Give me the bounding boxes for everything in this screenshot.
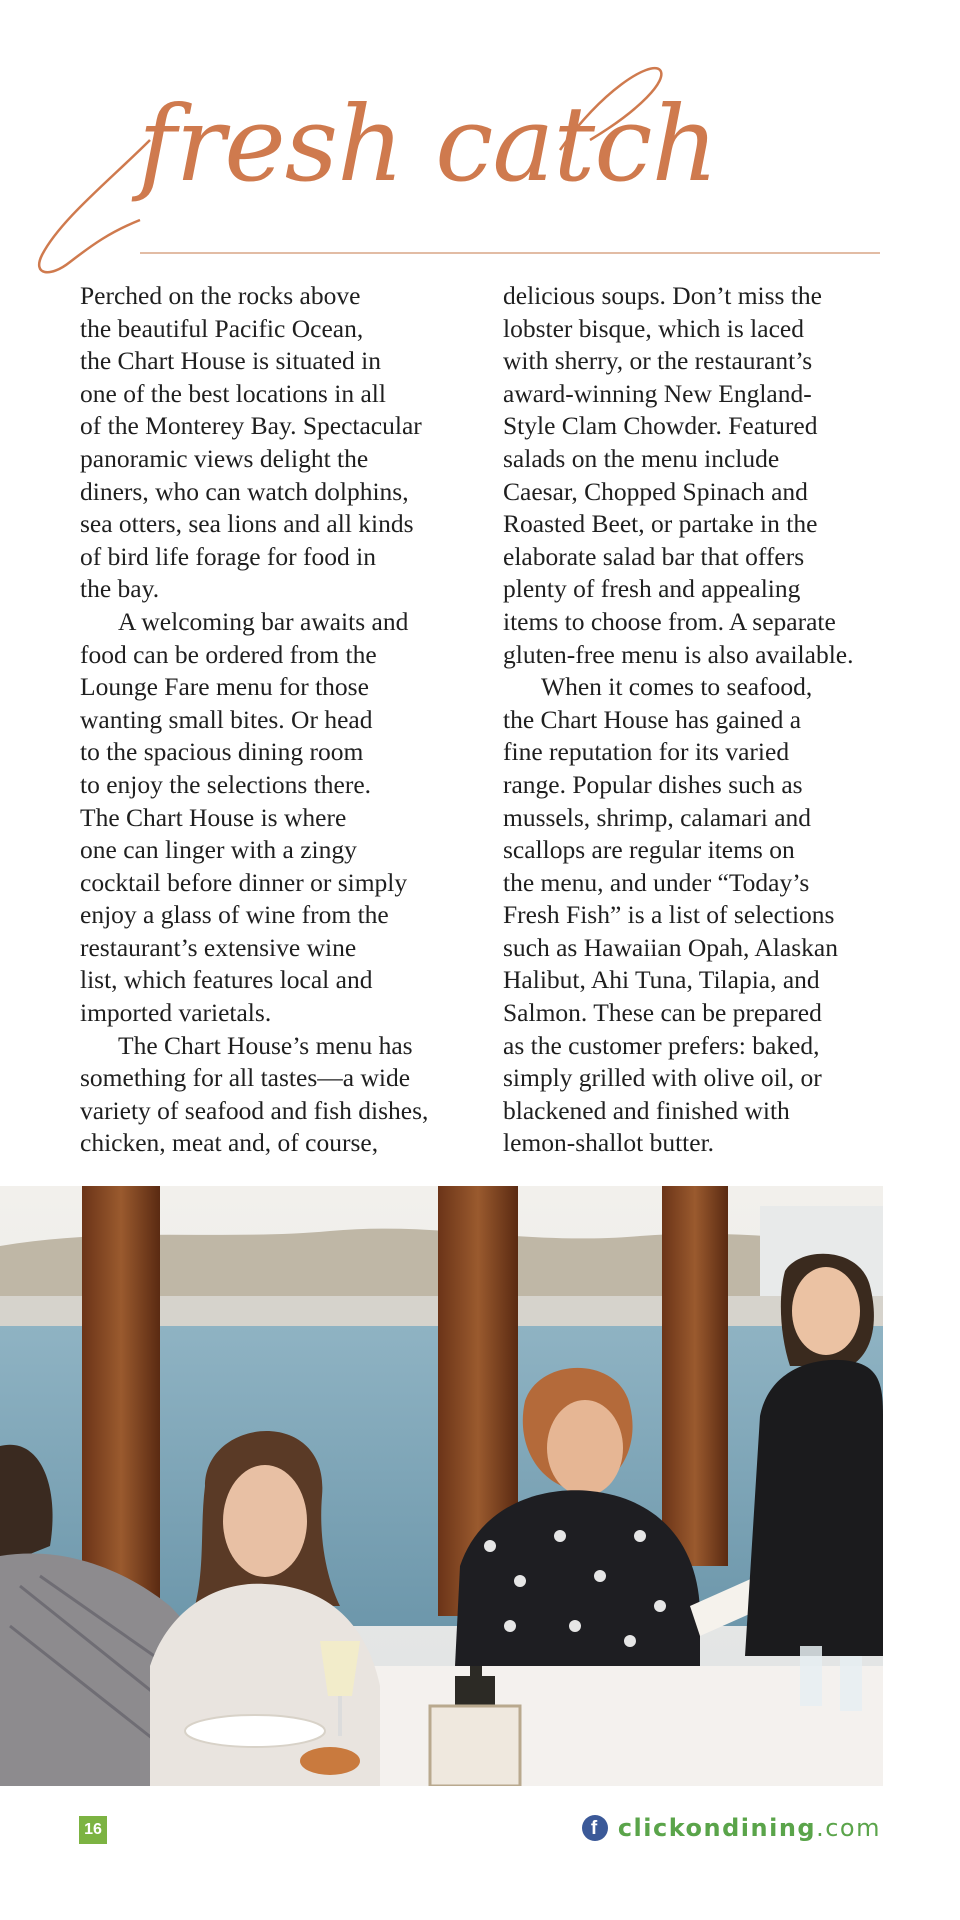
article-line: the bay. — [80, 574, 160, 604]
article-line: scallops are regular items on — [503, 835, 795, 865]
article-paragraph — [503, 280, 895, 671]
article-line: Fresh Fish” is a list of selections — [503, 900, 835, 930]
article-line: diners, who can watch dolphins, — [80, 476, 409, 506]
article-paragraph — [80, 1030, 480, 1160]
article-line: Halibut, Ahi Tuna, Tilapia, and — [503, 965, 820, 995]
article-line: panoramic views delight the — [80, 443, 369, 473]
article-line: blackened and finished with — [503, 1095, 790, 1125]
article-line: imported varietals. — [80, 998, 272, 1028]
article-line: Salmon. These can be prepared — [503, 998, 822, 1028]
article-line: food can be ordered from the — [80, 639, 377, 669]
article-paragraph — [503, 671, 895, 1160]
article-line: one of the best locations in all — [80, 378, 386, 408]
article-line: lemon-shallot butter. — [503, 1128, 715, 1158]
article-line: mussels, shrimp, calamari and — [503, 802, 812, 832]
article-line: Lounge Fare menu for those — [80, 672, 369, 702]
article-line: fine reputation for its varied — [503, 737, 790, 767]
article-paragraph — [80, 280, 480, 606]
article-line: wanting small bites. Or head — [80, 704, 373, 734]
footer-site-tld: .com — [816, 1814, 881, 1842]
footer-site-name: clickondining — [617, 1814, 817, 1842]
article-line: the Chart House has gained a — [503, 704, 802, 734]
article-line: something for all tastes—a wide — [80, 1063, 411, 1093]
article-line: the menu, and under “Today’s — [503, 867, 810, 897]
photo-illustration — [0, 1186, 883, 1786]
article-line: award-winning New England- — [503, 378, 812, 408]
article-line: with sherry, or the restaurant’s — [503, 346, 813, 376]
article-line: delicious soups. Don’t miss the — [503, 281, 822, 310]
article-line: simply grilled with olive oil, or — [503, 1063, 822, 1093]
article-line: variety of seafood and fish dishes, — [80, 1095, 429, 1125]
page-title: fresh catch — [138, 83, 718, 205]
article-line: such as Hawaiian Opah, Alaskan — [503, 932, 838, 962]
page-number-badge: 16 — [79, 1816, 107, 1844]
article-line: range. Popular dishes such as — [503, 769, 803, 799]
article-line: elaborate salad bar that offers — [503, 541, 805, 571]
article-line: gluten-free menu is also available. — [503, 639, 854, 669]
article-column-right — [503, 280, 895, 1160]
article-line: lobster bisque, which is laced — [503, 313, 804, 343]
article-line: of the Monterey Bay. Spectacular — [80, 411, 422, 441]
article-line: restaurant’s extensive wine — [80, 932, 357, 962]
article-line: When it comes to seafood, — [541, 672, 813, 702]
article-line: Style Clam Chowder. Featured — [503, 411, 818, 441]
article-line: of bird life forage for food in — [80, 541, 376, 571]
article-line: cocktail before dinner or simply — [80, 867, 408, 897]
article-line: The Chart House is where — [80, 802, 347, 832]
facebook-icon[interactable]: f — [582, 1815, 608, 1841]
article-line: Caesar, Chopped Spinach and — [503, 476, 808, 506]
article-paragraph — [80, 606, 480, 1030]
article-line: one can linger with a zingy — [80, 835, 357, 865]
article-line: to enjoy the selections there. — [80, 769, 372, 799]
footer-site-label[interactable] — [618, 1814, 881, 1842]
article-line: The Chart House’s menu has — [118, 1030, 413, 1060]
article-line: Perched on the rocks above — [80, 281, 361, 310]
article-line: enjoy a glass of wine from the — [80, 900, 389, 930]
article-line: salads on the menu include — [503, 443, 780, 473]
article-line: the Chart House is situated in — [80, 346, 381, 376]
article-line: chicken, meat and, of course, — [80, 1128, 379, 1158]
article-line: items to choose from. A separate — [503, 606, 836, 636]
restaurant-dining-photo — [0, 1186, 883, 1786]
article-line: as the customer prefers: baked, — [503, 1030, 820, 1060]
article-line: Roasted Beet, or partake in the — [503, 509, 818, 539]
article-line: to the spacious dining room — [80, 737, 364, 767]
article-line: sea otters, sea lions and all kinds — [80, 509, 414, 539]
article-line: list, which features local and — [80, 965, 373, 995]
title-block — [0, 0, 960, 290]
article-line: A welcoming bar awaits and — [118, 606, 409, 636]
footer-website-link[interactable] — [582, 1814, 881, 1842]
article-line: the beautiful Pacific Ocean, — [80, 313, 364, 343]
article-line: plenty of fresh and appealing — [503, 574, 801, 604]
article-column-left — [80, 280, 480, 1160]
